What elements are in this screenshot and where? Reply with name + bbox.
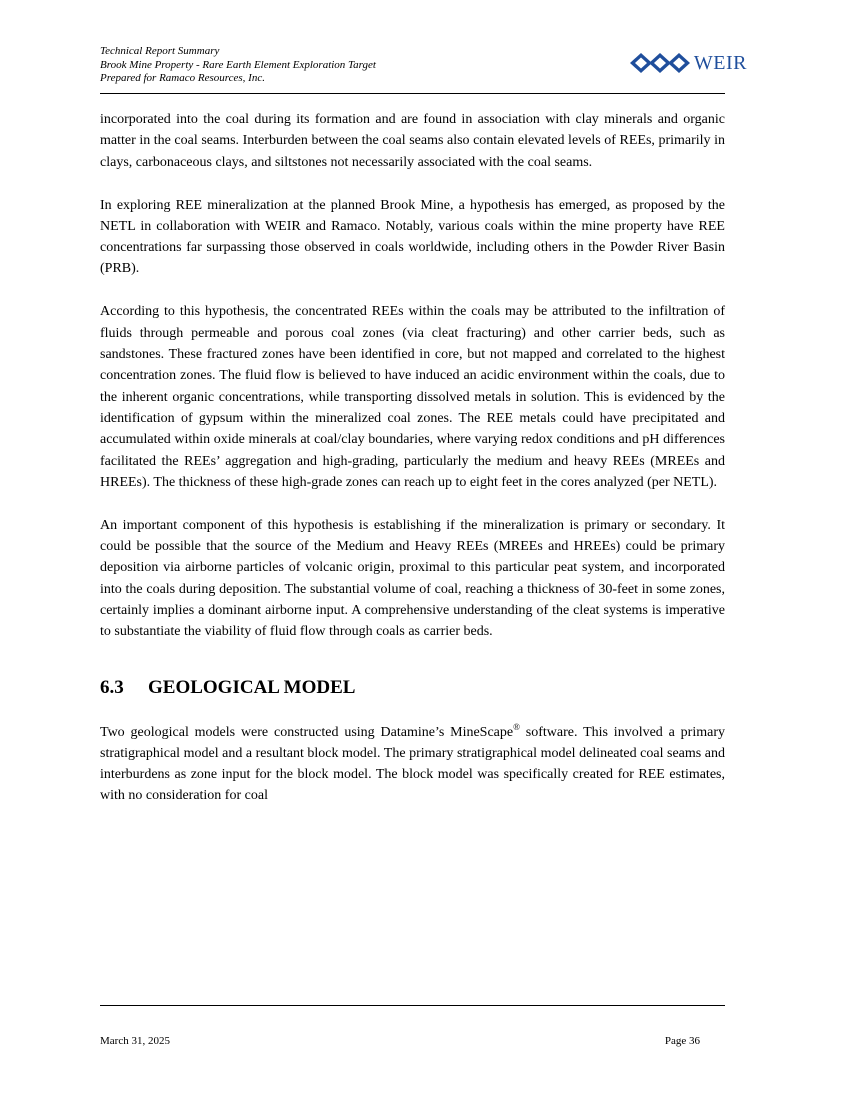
paragraph-geological-model xyxy=(100,722,725,807)
header-divider xyxy=(100,93,725,94)
weir-logo-text: WEIR xyxy=(693,51,747,74)
section-heading xyxy=(100,676,725,700)
footer-divider xyxy=(100,1005,725,1006)
paragraph-geological-model-rest: software. This involved a primary stratigraphical model and a resultant block model. The primary stratigraphical model delineated coal seams and interburdens as zone input for the block model. The block model was specifically created for REE estimates, with no consideration for coal xyxy=(100,724,725,804)
header-project-title: Brook Mine Property - Rare Earth Element Exploration Target xyxy=(100,58,376,71)
footer-date: March 31, 2025 xyxy=(100,1035,170,1047)
paragraph-ree-association: incorporated into the coal during its formation and are found in association with clay minerals and organic matter in the coal seams. Interburden between the coal seams also contain elevated levels of REEs, primarily in clays, carbonaceous clays, and siltstones not necessarily associated with the coal seams. xyxy=(100,112,725,170)
page-header xyxy=(100,45,747,95)
paragraph-fluid-infiltration: According to this hypothesis, the concentrated REEs within the coals may be attributed to the infiltration of fluids through permeable and porous coal zones (via cleat fracturing) and other carrier beds, such as sandstones. These fractured zones have been identified in core, but not mapped and correlated to the highest concentration zones. The fluid flow is believed to have induced an acidic environment within the coals, due to the inherent organic concentrations, while transporting dissolved metals in solution. This is evidenced by the identification of gypsum within the mineralized coal zones. The REE metals could have precipitated and accumulated within oxide minerals at coal/clay boundaries, where varying redox conditions and pH differences facilitated the REEs’ aggregation and high-grading, particularly the medium and heavy REEs (MREEs and HREEs). The thickness of these high-grade zones can reach up to eight feet in the cores analyzed (per NETL). xyxy=(100,304,725,490)
paragraph-hypothesis-intro: In exploring REE mineralization at the planned Brook Mine, a hypothesis has emerged, as proposed by the NETL in collaboration with WEIR and Ramaco. Notably, various coals within the mine property have REE concentrations far surpassing those observed in coals worldwide, including others in the Powder River Basin (PRB). xyxy=(100,197,725,277)
section-title: GEOLOGICAL MODEL xyxy=(148,676,356,698)
header-report-type: Technical Report Summary xyxy=(100,45,220,57)
weir-logo-diamonds-icon xyxy=(630,52,692,74)
paragraph-primary-secondary: An important component of this hypothesis is establishing if the mineralization is primary or secondary. It could be possible that the source of the Medium and Heavy REEs (MREEs and HREEs) could be primary deposition via airborne particles of volcanic origin, proximal to this particular peat system, and incorporated into the coals during deposition. The substantial volume of coal, reaching a thickness of 30-feet in some zones, certainly implies a dominant airborne input. A comprehensive understanding of the cleat systems is imperative to substantiate the viability of fluid flow through coals as carrier beds. xyxy=(100,517,725,640)
paragraph-geological-model-start: Two geological models were constructed using Datamine’s MineScape xyxy=(100,724,514,740)
registered-mark: ® xyxy=(513,721,520,732)
header-prepared-for: Prepared for Ramaco Resources, Inc. xyxy=(100,72,265,84)
section-number: 6.3 xyxy=(100,676,124,698)
page-body xyxy=(100,109,725,828)
page-number: Page 36 xyxy=(664,1035,700,1047)
weir-logo xyxy=(630,51,747,75)
page-footer xyxy=(100,1035,700,1047)
